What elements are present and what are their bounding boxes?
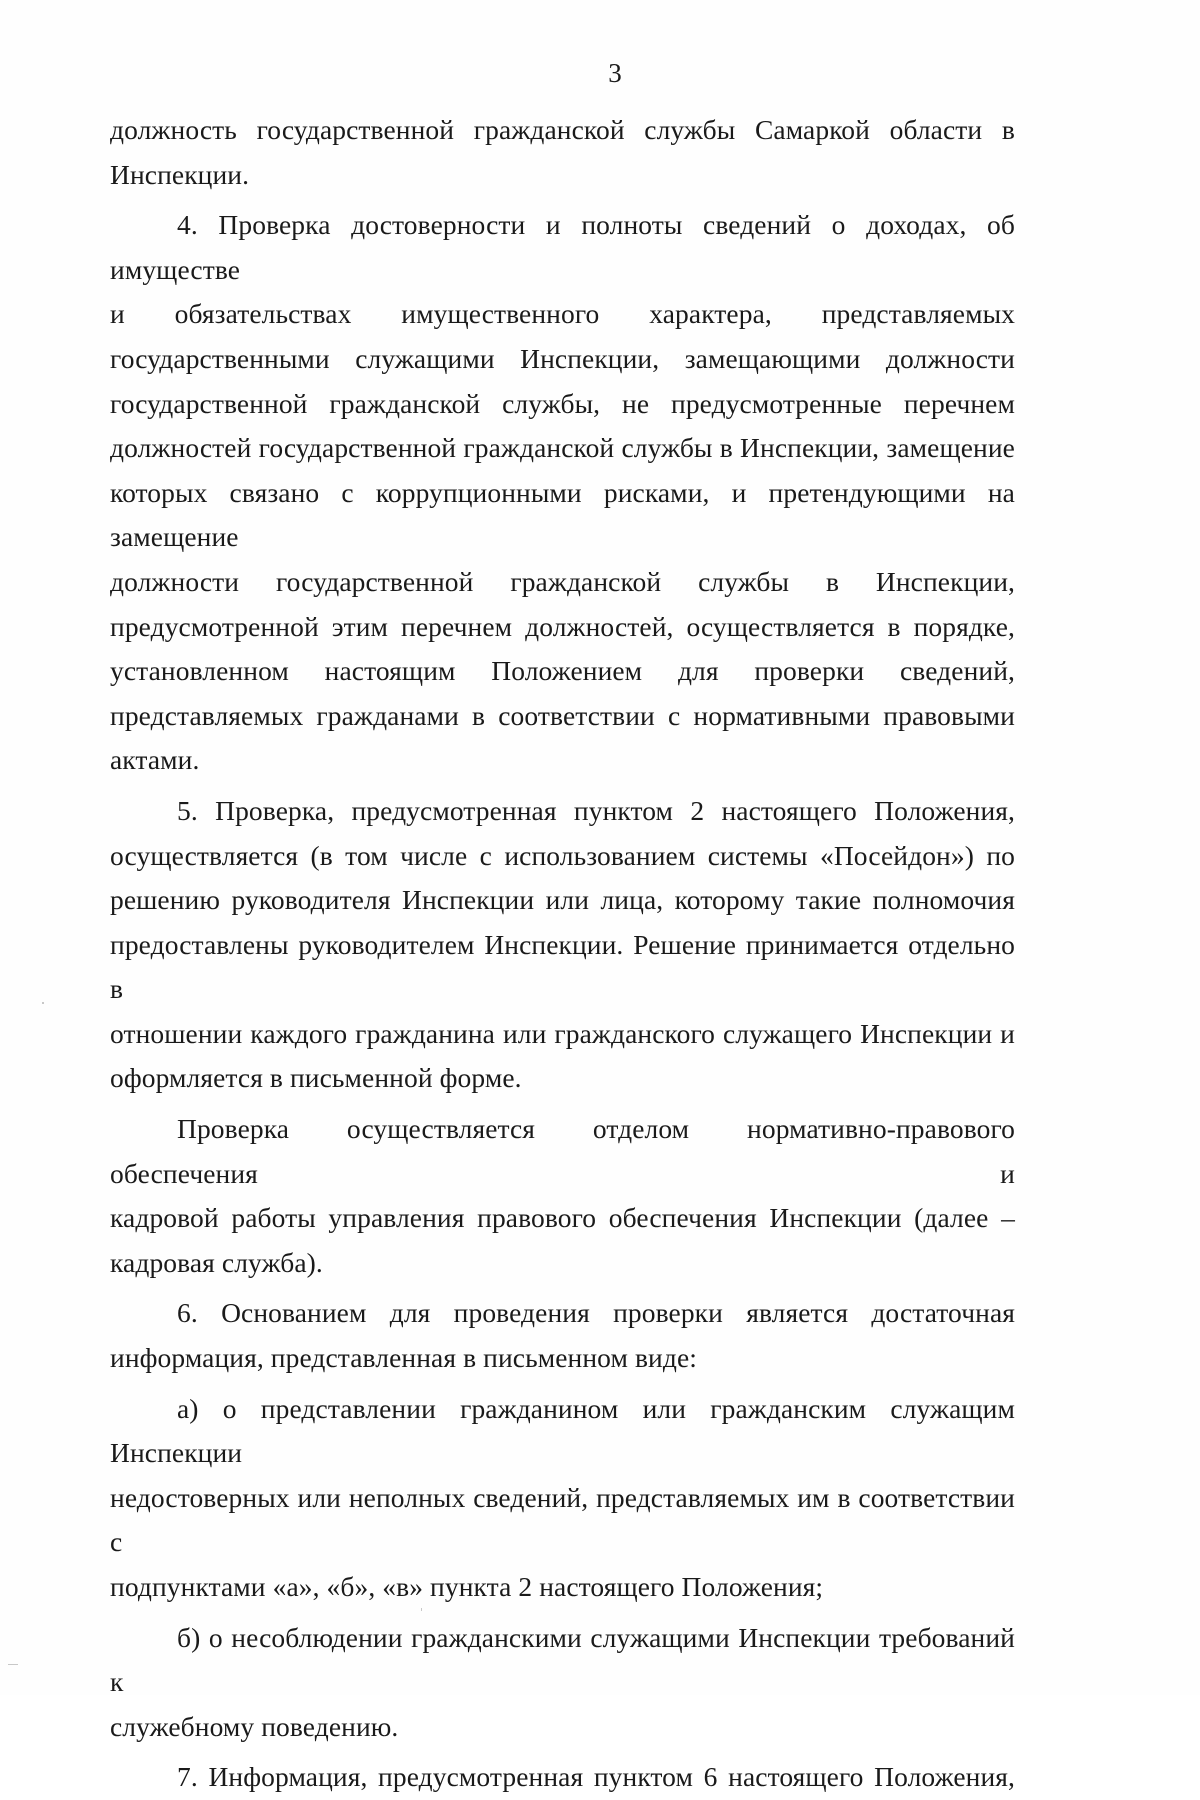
text-line: 7. Информация, предусмотренная пунктом 6 настоящего Положения, <box>177 1761 1015 1793</box>
scan-speck <box>421 1608 422 1611</box>
text-line: 4. Проверка достоверности и полноты сведений о доходах, об имуществе <box>110 209 1015 285</box>
text-line: актами. <box>110 744 200 776</box>
text-line: представляемых гражданами в соответствии с нормативными правовыми <box>110 699 1015 731</box>
paragraph-subitem-a <box>110 1387 1015 1610</box>
text-line: б) о несоблюдении гражданскими служащими Инспекции требований к <box>110 1621 1015 1698</box>
paragraph-subitem-b <box>110 1616 1015 1750</box>
text-line: а) о представлении гражданином или гражданским служащим Инспекции <box>110 1392 1015 1469</box>
document-body <box>110 108 1015 1800</box>
text-line: информация, представленная в письменном виде: <box>110 1342 697 1374</box>
scan-speck <box>42 1002 44 1004</box>
text-line: государственными служащими Инспекции, замещающими должности <box>110 342 1015 374</box>
text-line: решению руководителя Инспекции или лица, которому такие полномочия <box>110 884 1015 916</box>
paragraph-continuation <box>110 108 1015 197</box>
text-line: государственной гражданской службы, не предусмотренные перечнем <box>110 387 1015 419</box>
paragraph-item-5 <box>110 789 1015 1101</box>
text-line: Инспекции. <box>110 158 250 190</box>
text-line: кадровая служба). <box>110 1246 323 1278</box>
text-line: служебному поведению. <box>110 1710 399 1742</box>
text-line: предусмотренной этим перечнем должностей, осуществляется в порядке, <box>110 610 1015 642</box>
text-line: кадровой работы управления правового обеспечения Инспекции (далее – <box>110 1202 1015 1234</box>
text-line: должности государственной гражданской службы в Инспекции, <box>110 565 1015 597</box>
text-line: которых связано с коррупционными рисками, и претендующими на замещение <box>110 476 1015 553</box>
paragraph-item-6 <box>110 1291 1015 1380</box>
text-line: 5. Проверка, предусмотренная пунктом 2 настоящего Положения, <box>177 794 1015 826</box>
paragraph-item-4 <box>110 203 1015 783</box>
text-line: должность государственной гражданской службы Самаркой области в <box>110 114 1015 145</box>
text-line: должностей государственной гражданской службы в Инспекции, замещение <box>110 432 1015 464</box>
text-line: Проверка осуществляется отделом нормативно-правового обеспечения и <box>110 1113 1015 1189</box>
text-line: 6. Основанием для проведения проверки является достаточная <box>177 1297 1015 1329</box>
text-line: оформляется в письменной форме. <box>110 1062 522 1094</box>
text-line: установленном настоящим Положением для проверки сведений, <box>110 655 1015 687</box>
text-line: и обязательствах имущественного характера, представляемых <box>110 298 1015 330</box>
paragraph-item-7 <box>110 1755 1015 1800</box>
text-line: недостоверных или неполных сведений, представляемых им в соответствии с <box>110 1481 1015 1558</box>
text-line: отношении каждого гражданина или гражданского служащего Инспекции и <box>110 1017 1015 1049</box>
text-line: осуществляется (в том числе с использованием системы «Посейдон») по <box>110 839 1015 871</box>
scan-speck <box>8 1664 18 1665</box>
text-line: предоставлены руководителем Инспекции. Решение принимается отдельно в <box>110 928 1015 1005</box>
paragraph-inspection-department <box>110 1107 1015 1285</box>
page-number: 3 <box>608 58 622 88</box>
text-line: подпунктами «а», «б», «в» пункта 2 настоящего Положения; <box>110 1571 824 1602</box>
